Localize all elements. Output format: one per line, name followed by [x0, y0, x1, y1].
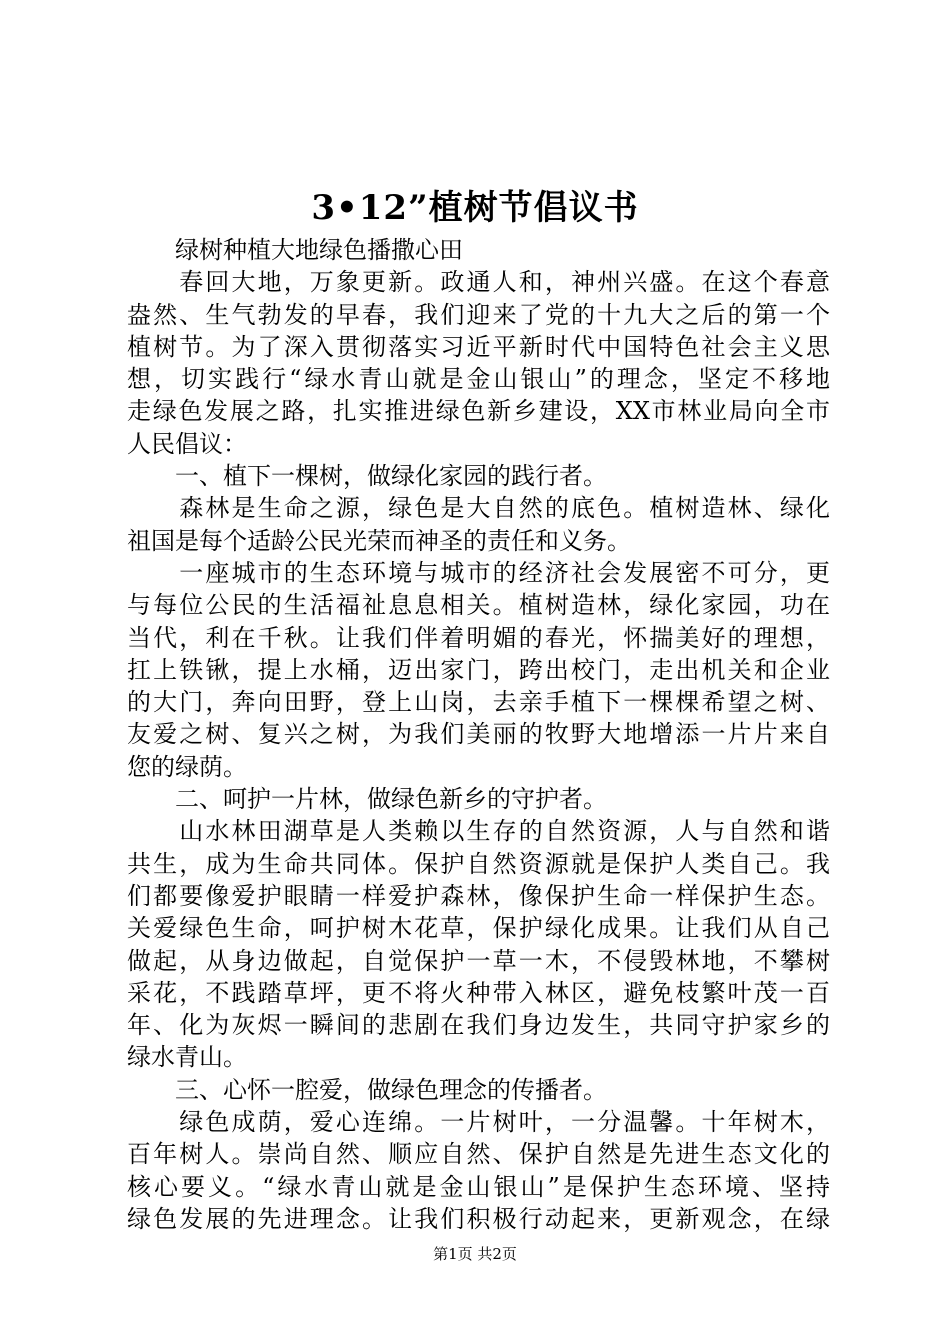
- text-line: 山水林田湖草是人类赖以生存的自然资源，人与自然和谐: [127, 817, 830, 846]
- text-line: 做起，从身边做起，自觉保护一草一木，不侵毁林地，不攀树: [127, 946, 830, 975]
- text-line: 核心要义。“绿水青山就是金山银山”是保护生态环境、坚持: [127, 1172, 830, 1201]
- text-line: 年、化为灰烬一瞬间的悲剧在我们身边发生，共同守护家乡的: [127, 1011, 830, 1040]
- text-line: 想，切实践行“绿水青山就是金山银山”的理念，坚定不移地: [127, 365, 830, 394]
- text-line: 森林是生命之源，绿色是大自然的底色。植树造林、绿化: [127, 494, 830, 523]
- text-line: 友爱之树、复兴之树，为我们美丽的牧野大地增添一片片来自: [127, 720, 830, 749]
- text-line: 共生，成为生命共同体。保护自然资源就是保护人类自己。我: [127, 849, 830, 878]
- text-line: 您的绿荫。: [127, 752, 247, 781]
- text-line: 三、心怀一腔爱，做绿色理念的传播者。: [127, 1075, 607, 1104]
- text-line: 植树节。为了深入贯彻落实习近平新时代中国特色社会主义思: [127, 332, 830, 361]
- text-line: 绿色成荫，爱心连绵。一片树叶，一分温馨。十年树木，: [127, 1108, 830, 1137]
- document-body: [127, 234, 830, 1235]
- text-line: 的大门，奔向田野，登上山岗，去亲手植下一棵棵希望之树、: [127, 688, 830, 717]
- text-line: 绿水青山。: [127, 1043, 247, 1072]
- text-line: 百年树人。崇尚自然、顺应自然、保护自然是先进生态文化的: [127, 1140, 830, 1169]
- text-line: 们都要像爱护眼睛一样爱护森林，像保护生命一样保护生态。: [127, 881, 830, 910]
- text-line: 绿色发展的先进理念。让我们积极行动起来，更新观念，在绿: [127, 1204, 830, 1233]
- text-line: 一座城市的生态环境与城市的经济社会发展密不可分，更: [127, 558, 830, 587]
- text-line: 一、植下一棵树，做绿化家园的践行者。: [127, 462, 607, 491]
- text-line: 绿树种植大地绿色播撒心田: [127, 236, 463, 264]
- text-line: 扛上铁锹，提上水桶，迈出家门，跨出校门，走出机关和企业: [127, 655, 830, 684]
- text-line: 春回大地，万象更新。政通人和，神州兴盛。在这个春意: [127, 268, 830, 297]
- text-line: 当代，利在千秋。让我们伴着明媚的春光，怀揣美好的理想，: [127, 623, 830, 652]
- document-title: 3•12”植树节倡议书: [311, 188, 639, 228]
- text-line: 关爱绿色生命，呵护树木花草，保护绿化成果。让我们从自己: [127, 914, 830, 943]
- text-line: 采花，不践踏草坪，更不将火种带入林区，避免枝繁叶茂一百: [127, 978, 830, 1007]
- page-footer: 第1页 共2页: [433, 1245, 517, 1263]
- text-line: 与每位公民的生活福祉息息相关。植树造林，绿化家园，功在: [127, 591, 830, 620]
- text-line: 人民倡议：: [127, 429, 247, 458]
- text-line: 盎然、生气勃发的早春，我们迎来了党的十九大之后的第一个: [127, 300, 830, 329]
- text-line: 祖国是每个适龄公民光荣而神圣的责任和义务。: [127, 526, 631, 555]
- text-line: 走绿色发展之路，扎实推进绿色新乡建设，XX市林业局向全市: [127, 397, 830, 426]
- text-line: 二、呵护一片林，做绿色新乡的守护者。: [127, 785, 607, 814]
